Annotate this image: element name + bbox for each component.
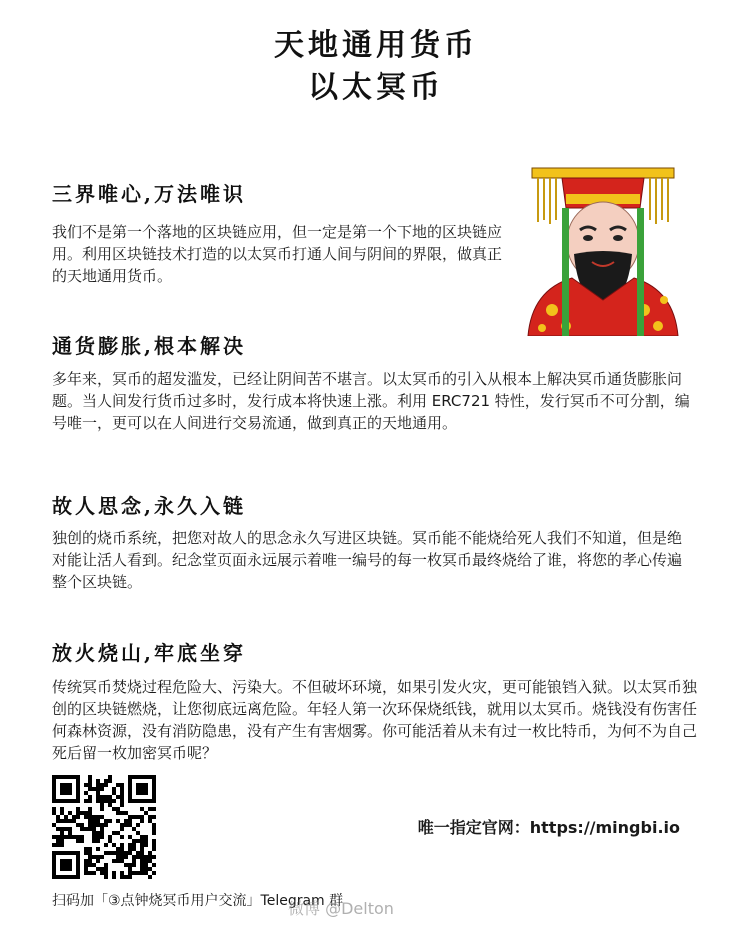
page-title: 天地通用货币 <box>274 28 478 63</box>
emperor-illustration-icon <box>522 150 684 336</box>
section-heading-4: 放火烧山,牢底坐穿 <box>52 641 246 665</box>
telegram-group-caption: 扫码加「③点钟烧冥币用户交流」Telegram 群 <box>52 893 344 909</box>
section-body-2: 多年来，冥币的超发滥发，已经让阴间苦不堪言。以太冥币的引入从根本上解决冥币通货膨胀问题。当人间发行货币过多时，发行成本将快速上涨。利用 ERC721 特性，发行冥币不可分割，编号唯一，更可以在人间进行交易流通，做到真正的天地通用。 <box>52 370 690 432</box>
section-body-3: 独创的烧币系统，把您对故人的思念永久写进区块链。冥币能不能烧给死人我们不知道，但是绝对能让活人看到。纪念堂页面永远展示着唯一编号的每一枚冥币最终烧给了谁，将您的孝心传遍整个区块链。 <box>52 529 683 591</box>
section-heading-3: 故人思念,永久入链 <box>52 494 246 518</box>
page-subtitle: 以太冥币 <box>308 70 444 105</box>
qr-code-icon[interactable] <box>52 775 156 879</box>
watermark: 微博 @Delton <box>288 899 394 918</box>
official-website-link[interactable]: 唯一指定官网：https://mingbi.io <box>417 818 680 837</box>
section-body-1: 我们不是第一个落地的区块链应用，但一定是第一个下地的区块链应用。利用区块链技术打造的以太冥币打通人间与阴间的界限，做真正的天地通用货币。 <box>52 223 503 285</box>
section-heading-2: 通货膨胀,根本解决 <box>52 334 246 358</box>
section-body-4: 传统冥币焚烧过程危险大、污染大。不但破坏环境，如果引发火灾，更可能锒铛入狱。以太冥币独创的区块链燃烧，让您彻底远离危险。年轻人第一次环保烧纸钱，就用以太冥币。烧钱没有伤害任何森林资源，没有消防隐患，没有产生有害烟雾。你可能活着从未有过一枚比特币，为何不为自己死后留一枚加密冥币呢？ <box>52 678 698 762</box>
section-heading-1: 三界唯心,万法唯识 <box>52 182 246 206</box>
